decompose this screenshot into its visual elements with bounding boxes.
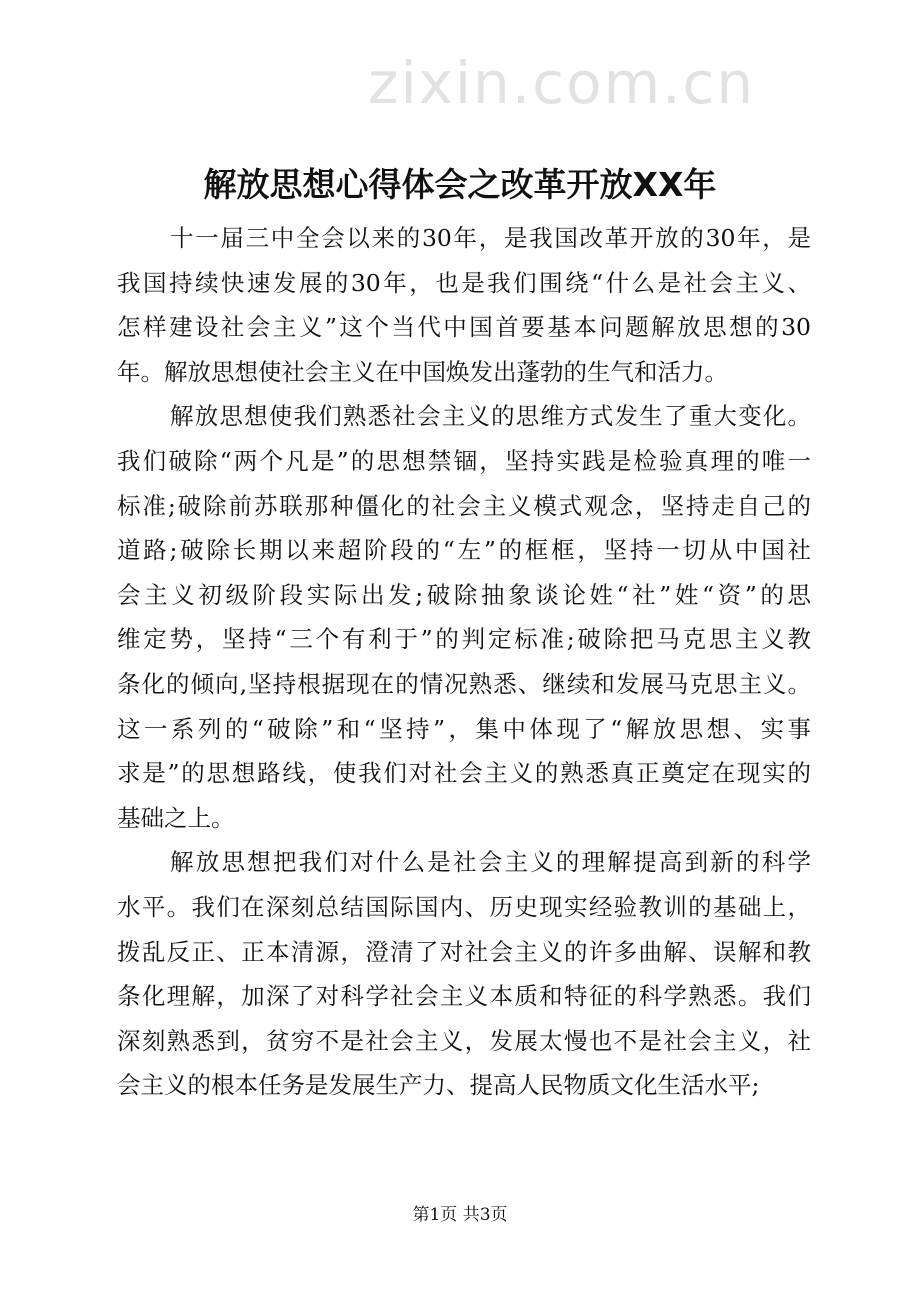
text-line: 基础之上。 — [117, 803, 235, 832]
text-line: 标准;破除前苏联那种僵化的社会主义模式观念，坚持走自己的 — [117, 491, 811, 520]
text-line: 我们破除“两个凡是”的思想禁锢，坚持实践是检验真理的唯一 — [117, 446, 811, 475]
document-title: 解放思想心得体会之改革开放XX年 — [203, 165, 717, 204]
text-line: 解放思想把我们对什么是社会主义的理解提高到新的科学 — [170, 848, 811, 877]
text-line: 会主义初级阶段实际出发;破除抽象谈论姓“社”姓“资”的思 — [117, 580, 811, 609]
text-line: 年。解放思想使社会主义在中国焕发出蓬勃的生气和活力。 — [117, 357, 728, 386]
page-footer: 第1页 共3页 — [412, 1205, 508, 1225]
text-line: 拨乱反正、正本清源，澄清了对社会主义的许多曲解、误解和教 — [117, 937, 811, 966]
text-line: 深刻熟悉到，贫穷不是社会主义，发展太慢也不是社会主义，社 — [117, 1026, 811, 1055]
text-line: 道路;破除长期以来超阶段的“左”的框框，坚持一切从中国社 — [117, 536, 811, 565]
text-line: 怎样建设社会主义”这个当代中国首要基本问题解放思想的30 — [117, 313, 811, 342]
document-body — [117, 222, 811, 1114]
paragraph — [117, 846, 811, 1114]
text-line: 这一系列的“破除”和“坚持”，集中体现了“解放思想、实事 — [117, 714, 811, 743]
text-line: 条化的倾向,坚持根据现在的情况熟悉、继续和发展马克思主义。 — [117, 669, 811, 698]
text-line: 维定势，坚持“三个有利于”的判定标准;破除把马克思主义教 — [117, 625, 811, 654]
paragraph — [117, 400, 811, 846]
text-line: 十一届三中全会以来的30年，是我国改革开放的30年，是 — [170, 224, 811, 252]
text-line: 求是”的思想路线，使我们对社会主义的熟悉真正奠定在现实的 — [117, 759, 811, 788]
text-line: 我国持续快速发展的30年，也是我们围绕“什么是社会主义、 — [117, 268, 811, 297]
text-line: 会主义的根本任务是发展生产力、提高人民物质文化生活水平; — [117, 1071, 760, 1100]
text-line: 解放思想使我们熟悉社会主义的思维方式发生了重大变化。 — [170, 402, 811, 431]
text-line: 水平。我们在深刻总结国际国内、历史现实经验教训的基础上， — [117, 892, 811, 921]
paragraph — [117, 222, 811, 400]
text-line: 条化理解，加深了对科学社会主义本质和特征的科学熟悉。我们 — [117, 982, 811, 1011]
watermark: zixin.com.cn — [368, 49, 756, 117]
